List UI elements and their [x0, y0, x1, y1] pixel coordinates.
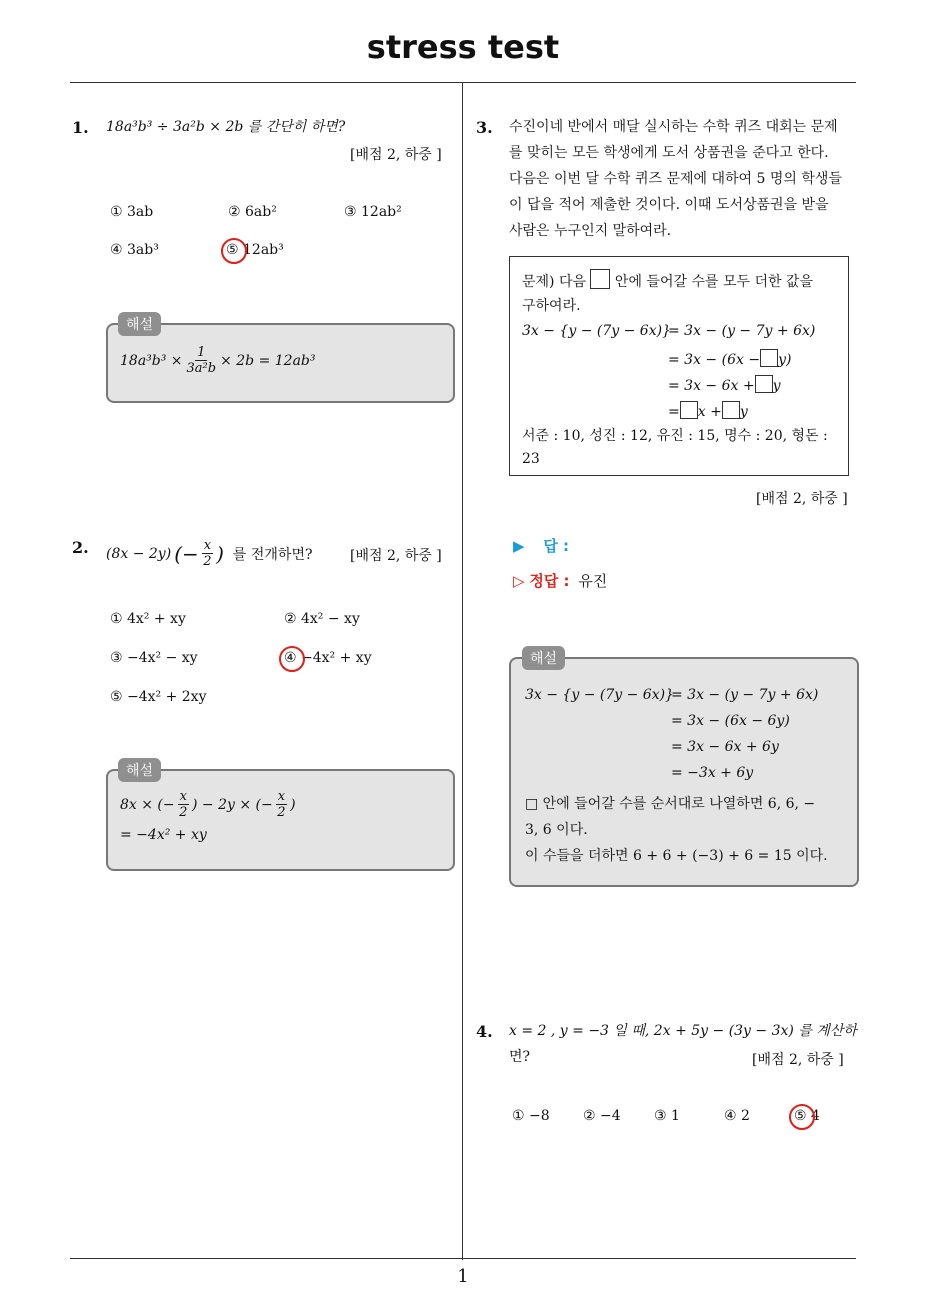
q2-solution-tag: 해설 [118, 758, 161, 782]
q2-choice-2[interactable]: ② 4x² − xy [284, 611, 360, 627]
q2-sol-fraction-2 [276, 789, 287, 820]
blank-box-icon [722, 401, 740, 419]
q1-sol-fraction [187, 345, 217, 376]
blank-box-icon [760, 349, 778, 367]
question-2-points: [배점 2, 하중 ] [350, 548, 442, 564]
q3-correct-label: 정답 : [529, 572, 570, 590]
q4-choice-5[interactable] [794, 1108, 820, 1124]
q3-sol-text-3: 이 수들을 더하면 6 + 6 + (−3) + 6 = 15 이다. [525, 848, 828, 864]
q2-choice-5[interactable]: ⑤ −4x² + 2xy [110, 689, 207, 705]
q1-choice-1[interactable]: ① 3ab [110, 204, 154, 220]
q3-problem-post: 안에 들어갈 수를 모두 더한 값을 [614, 274, 813, 290]
blank-box-icon [680, 401, 698, 419]
q2-solution-line-1 [120, 789, 296, 820]
q3-stem-line: 사람은 누구인지 말하여라. [509, 223, 672, 239]
q3-eq2-b: y) [778, 352, 792, 368]
q2-choice-4[interactable] [284, 650, 372, 666]
answer-mark-icon: ④ [284, 650, 297, 666]
q3-eq1-lhs: 3x − {y − (7y − 6x)} [522, 323, 671, 339]
q4-stem-line-2: 면? [509, 1049, 531, 1065]
blank-box-icon [590, 269, 610, 289]
q1-choice-5-text: 12ab³ [243, 242, 284, 258]
q4-stem-line-1: x = 2 , y = −3 일 때, 2x + 5y − (3y − 3x) 를 계산하 [509, 1023, 857, 1039]
q1-solution-box [106, 323, 455, 403]
q3-sol-eq1-lhs: 3x − {y − (7y − 6x)} [525, 687, 674, 703]
q3-eq4-b: x + [697, 404, 722, 420]
q3-students-line-2: 23 [522, 451, 540, 467]
q2-sol-den-2: 2 [277, 805, 286, 820]
question-4-number: 4. [476, 1022, 493, 1041]
q3-solution-box [509, 657, 859, 887]
q3-eq4 [668, 401, 748, 420]
q1-sol-num: 1 [197, 345, 206, 360]
column-divider [462, 83, 463, 1260]
q2-sol-b: ) − 2y × (− [191, 796, 273, 813]
page-number: 1 [457, 1266, 469, 1287]
q2-stem-num: x [203, 538, 212, 553]
q2-sol-num-1: x [179, 789, 187, 804]
answer-mark-icon: ⑤ [794, 1108, 807, 1124]
q4-choice-4[interactable]: ④ 2 [724, 1108, 750, 1124]
q2-solution-line-2: = −4x² + xy [120, 827, 207, 843]
question-1-stem: 18a³b³ ÷ 3a²b × 2b 를 간단히 하면? [106, 119, 346, 135]
play-arrow-icon: ▶ [513, 537, 525, 555]
q3-eq3-b: y [772, 378, 781, 394]
q2-choice-4-text: −4x² + xy [301, 650, 372, 666]
question-1-number: 1. [72, 118, 89, 137]
q3-eq4-a: = [668, 404, 680, 420]
q3-problem-line-2: 구하여라. [522, 298, 581, 314]
q3-eq2 [668, 349, 791, 368]
q2-stem-post: 를 전개하면? [232, 546, 313, 563]
q3-sol-eq3: = 3x − 6x + 6y [671, 739, 779, 755]
q3-sol-eq1-rhs: = 3x − (y − 7y + 6x) [671, 687, 819, 703]
q3-sol-eq4: = −3x + 6y [671, 765, 754, 781]
q1-choice-5[interactable] [226, 242, 284, 258]
q2-choice-1[interactable]: ① 4x² + xy [110, 611, 186, 627]
q1-sol-den: 3a²b [186, 361, 217, 376]
q3-solution-tag: 해설 [522, 646, 565, 670]
q2-stem-den: 2 [203, 554, 212, 569]
q2-sol-a: 8x × (− [120, 796, 175, 813]
header-divider [70, 82, 856, 83]
answer-mark-icon: ⑤ [226, 242, 239, 258]
page-title: stress test [366, 28, 560, 66]
q3-correct-row [513, 570, 607, 591]
question-2-stem [106, 538, 312, 569]
q2-sol-fraction-1 [178, 789, 189, 820]
q1-sol-post: × 2b = 12ab³ [220, 352, 316, 369]
question-3-stem [509, 114, 859, 244]
q2-stem-paren-open: (− [174, 541, 199, 566]
question-4-points: [배점 2, 하중 ] [752, 1052, 844, 1068]
q3-answer-label: 답 : [543, 537, 570, 555]
outline-arrow-icon: ▷ [513, 572, 525, 590]
q3-stem-line: 이 답을 적어 제출한 것이다. 이때 도서상품권을 받을 [509, 197, 829, 213]
q1-solution-tag: 해설 [118, 312, 161, 336]
q4-choice-5-text: 4 [811, 1108, 820, 1124]
q3-eq2-a: = 3x − (6x − [668, 352, 761, 368]
q2-stem-fraction [202, 538, 213, 569]
q3-problem-line-1 [522, 269, 813, 291]
q2-stem-pre: (8x − 2y) [106, 545, 172, 562]
q2-solution-box [106, 769, 455, 871]
q1-sol-pre: 18a³b³ × [120, 352, 183, 369]
q4-choice-3[interactable]: ③ 1 [654, 1108, 680, 1124]
q1-choice-3[interactable]: ③ 12ab² [344, 204, 402, 220]
blank-box-icon [755, 375, 773, 393]
q3-eq3-a: = 3x − 6x + [668, 378, 755, 394]
question-3-points: [배점 2, 하중 ] [756, 491, 848, 507]
q1-choice-4[interactable]: ④ 3ab³ [110, 242, 159, 258]
q3-sol-eq2: = 3x − (6x − 6y) [671, 713, 790, 729]
q2-sol-den-1: 2 [179, 805, 188, 820]
q3-students-line-1: 서준 : 10, 성진 : 12, 유진 : 15, 명수 : 20, 형돈 : [522, 428, 828, 444]
question-1-points: [배점 2, 하중 ] [350, 147, 442, 163]
q3-correct-value: 유진 [578, 572, 608, 590]
q2-stem-paren-close: ) [216, 541, 224, 566]
q3-stem-line: 다음은 이번 달 수학 퀴즈 문제에 대하여 5 명의 학생들 [509, 171, 842, 187]
question-2-number: 2. [72, 538, 89, 557]
q2-choice-3[interactable]: ③ −4x² − xy [110, 650, 198, 666]
q4-choice-1[interactable]: ① −8 [512, 1108, 550, 1124]
q3-answer-row [513, 535, 569, 556]
q3-problem-pre: 문제) 다음 [522, 274, 587, 290]
q3-eq4-c: y [739, 404, 748, 420]
q3-sol-text-1: □ 안에 들어갈 수를 순서대로 나열하면 6, 6, − [525, 796, 816, 812]
q3-eq3 [668, 375, 781, 394]
q3-stem-line: 수진이네 반에서 매달 실시하는 수학 퀴즈 대회는 문제 [509, 119, 838, 135]
q3-sol-text-2: 3, 6 이다. [525, 822, 588, 838]
q1-choice-2[interactable]: ② 6ab² [228, 204, 277, 220]
q2-sol-c: ) [290, 796, 296, 813]
q3-stem-line: 를 맞히는 모든 학생에게 도서 상품권을 준다고 한다. [509, 145, 829, 161]
q3-problem-box [509, 256, 849, 476]
q4-choice-2[interactable]: ② −4 [583, 1108, 621, 1124]
footer-divider [70, 1258, 856, 1259]
question-3-number: 3. [476, 118, 493, 137]
q1-solution-expr [120, 345, 316, 376]
q2-sol-num-2: x [277, 789, 286, 804]
q3-eq1-rhs: = 3x − (y − 7y + 6x) [668, 323, 816, 339]
